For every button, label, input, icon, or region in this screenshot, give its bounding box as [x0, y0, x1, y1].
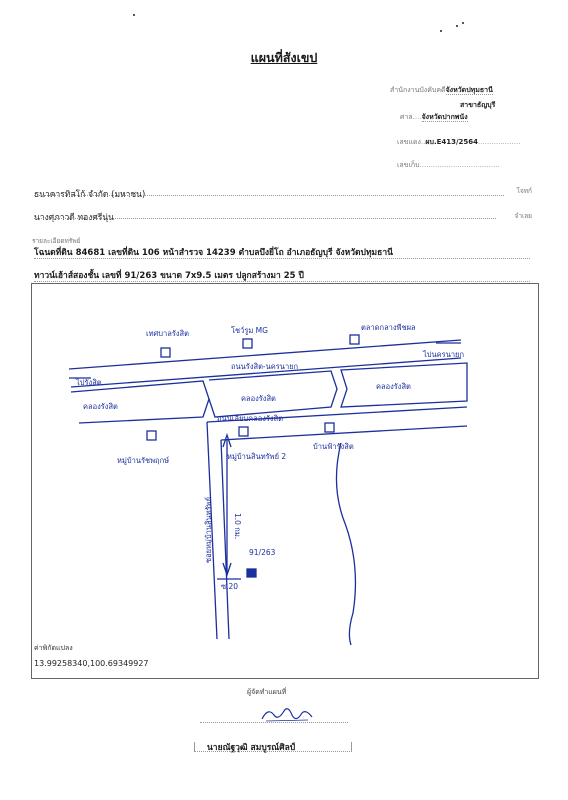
property-line-1: โฉนดที่ดิน 84681 เลขที่ดิน 106 หน้าสำรวจ 14239 ตำบลบึงยี่โถ อำเภอธัญบุรี จังหวัดปทุมธานี	[34, 248, 393, 258]
landmark-box	[350, 335, 359, 344]
office-value: จังหวัดปทุมธานี	[445, 86, 493, 94]
canal-label: คลองรังสิต	[83, 402, 118, 411]
defendant-role: จำเลย	[514, 212, 532, 220]
landmark-box	[161, 348, 170, 357]
case-black-line: เลขเก็บ....................................	[397, 161, 500, 169]
divider	[34, 195, 504, 196]
coordinates-label: ค่าพิกัดแปลง	[34, 644, 73, 652]
sketch-map	[31, 283, 539, 679]
divider	[34, 281, 530, 282]
plaintiff-role: โจทก์	[516, 187, 532, 195]
signer-name: นายณัฐวุฒิ สมบูรณ์ศิลป์	[207, 743, 296, 753]
landmark-box	[325, 423, 334, 432]
landmark-box	[147, 431, 156, 440]
landmark-label: หมู่บ้านสินทรัพย์ 2	[227, 452, 287, 461]
scan-mark	[133, 14, 135, 16]
canal-label: คลองรังสิต	[376, 382, 411, 391]
soi-label: ซอยหมู่บ้านสินทรัพย์	[204, 497, 213, 563]
case-red-label: เลขแดง	[397, 138, 421, 146]
house-marker	[247, 569, 256, 577]
court-label: ศาล	[400, 113, 413, 121]
canal-label: คลองรังสิต	[241, 394, 276, 403]
property-line-2: ทาวน์เฮ้าส์สองชั้น เลขที่ 91/263 ขนาด 7x9.5 เมตร ปลูกสร้างมา 25 ปี	[34, 271, 304, 281]
landmark-box	[243, 339, 252, 348]
scan-mark	[462, 22, 464, 24]
divider	[34, 218, 496, 219]
branch-value: สาขาธัญบุรี	[460, 101, 496, 109]
court-line: ศาล....จังหวัดปากพนัง	[400, 113, 468, 121]
property-section-label: รายละเอียดทรัพย์	[32, 237, 81, 245]
direction-label: ไปนครนายก	[423, 350, 464, 359]
plaintiff-name: ธนาคารทิสโก้ จำกัด (มหาชน)	[34, 190, 146, 200]
landmark-label: ตลาดกลางพืชผล	[361, 323, 416, 332]
soi-line	[221, 440, 229, 639]
plaintiff-row	[34, 182, 532, 201]
branch-line	[460, 100, 495, 111]
road-line	[221, 426, 467, 440]
distance-label: 1.0 กม.	[233, 513, 242, 540]
coordinates-value: 13.99258340,100.69349927	[34, 659, 149, 668]
court-value: จังหวัดปากพนัง	[421, 113, 468, 121]
landmark-label: หมู่บ้านรัชพฤกษ์	[117, 456, 170, 465]
stream-line	[336, 443, 355, 645]
landmark-label: โชว์รูม MG	[231, 326, 268, 335]
case-black-label: เลขเก็บ	[397, 161, 420, 169]
scan-mark	[440, 30, 442, 32]
scan-mark	[456, 25, 458, 27]
landmark-box	[239, 427, 248, 436]
width-label: ซ.20	[221, 582, 239, 591]
page-title: แผนที่สังเขป	[250, 50, 318, 65]
defendant-row	[34, 205, 532, 224]
name-bracket	[194, 742, 352, 752]
landmark-label: บ้านฟ้ารังสิต	[313, 442, 354, 451]
defendant-name: นางศุภาวดี ทองศรีนุ่น	[34, 213, 114, 223]
house-label: 91/263	[249, 548, 276, 557]
direction-label: ไปรังสิต	[76, 378, 102, 387]
signature-line	[200, 722, 348, 723]
office-label: สำนักงานบังคับคดี	[390, 86, 446, 94]
landmark-label: เทศบาลรังสิต	[146, 329, 189, 338]
office-line	[390, 85, 493, 96]
signature-label: ผู้จัดทำแผนที่	[247, 688, 287, 696]
road-label: ถนนเลียบคลองรังสิต	[217, 414, 284, 423]
divider	[34, 258, 530, 259]
road-label: ถนนรังสิต-นครนายก	[231, 362, 299, 371]
case-red-line: เลขแดง..ผบ.E413/2564...................	[397, 138, 521, 146]
case-red-value: ผบ.E413/2564	[425, 138, 479, 146]
